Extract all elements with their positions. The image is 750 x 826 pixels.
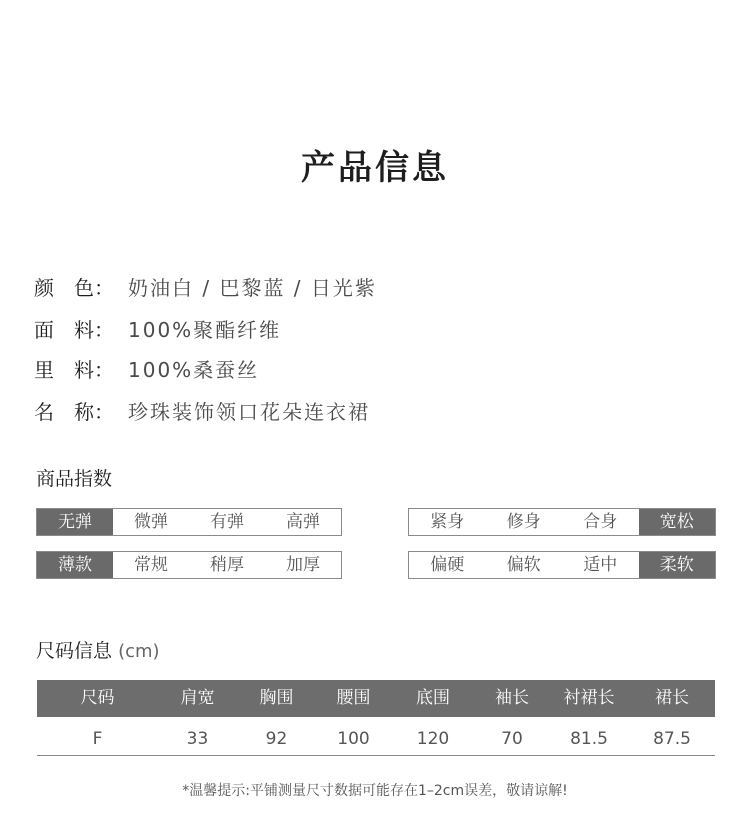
size-table	[37, 680, 715, 756]
size-header-cell: 胸围	[259, 688, 294, 708]
index-option: 常规	[134, 555, 168, 575]
index-option: 紧身	[430, 512, 465, 532]
size-cell: 70	[501, 729, 523, 749]
index-option: 合身	[583, 512, 618, 532]
index-section-title: 商品指数	[36, 468, 113, 490]
size-title-text: 尺码信息	[36, 640, 113, 662]
index-group-fit	[408, 508, 716, 536]
index-option: 稍厚	[210, 555, 244, 575]
size-cell: 87.5	[653, 729, 691, 749]
table-row	[37, 717, 715, 756]
size-header-cell: 尺码	[80, 688, 115, 708]
size-table-header	[37, 680, 715, 717]
info-label: 颜 色：	[34, 276, 114, 300]
index-option-selected: 无弹	[37, 509, 113, 535]
index-option: 有弹	[210, 512, 244, 532]
index-option: 加厚	[286, 555, 320, 575]
info-row-fabric	[34, 314, 281, 340]
index-group-elasticity	[36, 508, 342, 536]
size-header-cell: 衬裙长	[563, 688, 615, 708]
size-header-cell: 肩宽	[180, 688, 215, 708]
size-header-cell: 裙长	[655, 688, 689, 708]
size-note: *温馨提示:平铺测量尺寸数据可能存在1–2cm误差，敬请谅解!	[182, 783, 568, 799]
info-row-color	[34, 272, 377, 298]
index-option-selected: 柔软	[639, 552, 716, 578]
info-row-name	[34, 396, 370, 422]
index-option: 修身	[506, 512, 541, 532]
index-option: 适中	[583, 555, 618, 575]
index-option: 偏硬	[430, 555, 465, 575]
index-option: 高弹	[286, 512, 320, 532]
size-cell: 92	[265, 729, 288, 749]
info-label: 名 称：	[34, 400, 114, 424]
size-cell: F	[92, 729, 103, 749]
index-group-thickness	[36, 551, 342, 579]
info-label: 面 料：	[34, 318, 114, 342]
info-value: 奶油白 / 巴黎蓝 / 日光紫	[128, 276, 377, 300]
size-cell: 100	[337, 729, 370, 749]
size-unit: (cm)	[118, 641, 160, 662]
size-cell: 120	[416, 729, 450, 749]
info-label: 里 料：	[34, 358, 114, 382]
size-section-title	[36, 636, 160, 663]
size-header-cell: 底围	[416, 688, 450, 708]
index-option: 微弹	[134, 512, 168, 532]
size-cell: 33	[186, 729, 209, 749]
size-header-cell: 腰围	[336, 688, 371, 708]
size-cell: 81.5	[570, 729, 608, 749]
page-title: 产品信息	[301, 148, 449, 188]
index-option: 偏软	[506, 555, 541, 575]
index-option-selected: 宽松	[639, 509, 716, 535]
size-header-cell: 袖长	[495, 688, 529, 708]
index-group-softness	[408, 551, 716, 579]
info-value: 珍珠装饰领口花朵连衣裙	[128, 400, 370, 424]
info-value: 100%桑蚕丝	[128, 358, 260, 382]
info-value: 100%聚酯纤维	[128, 318, 282, 342]
index-option-selected: 薄款	[37, 552, 113, 578]
info-row-lining	[34, 354, 259, 380]
